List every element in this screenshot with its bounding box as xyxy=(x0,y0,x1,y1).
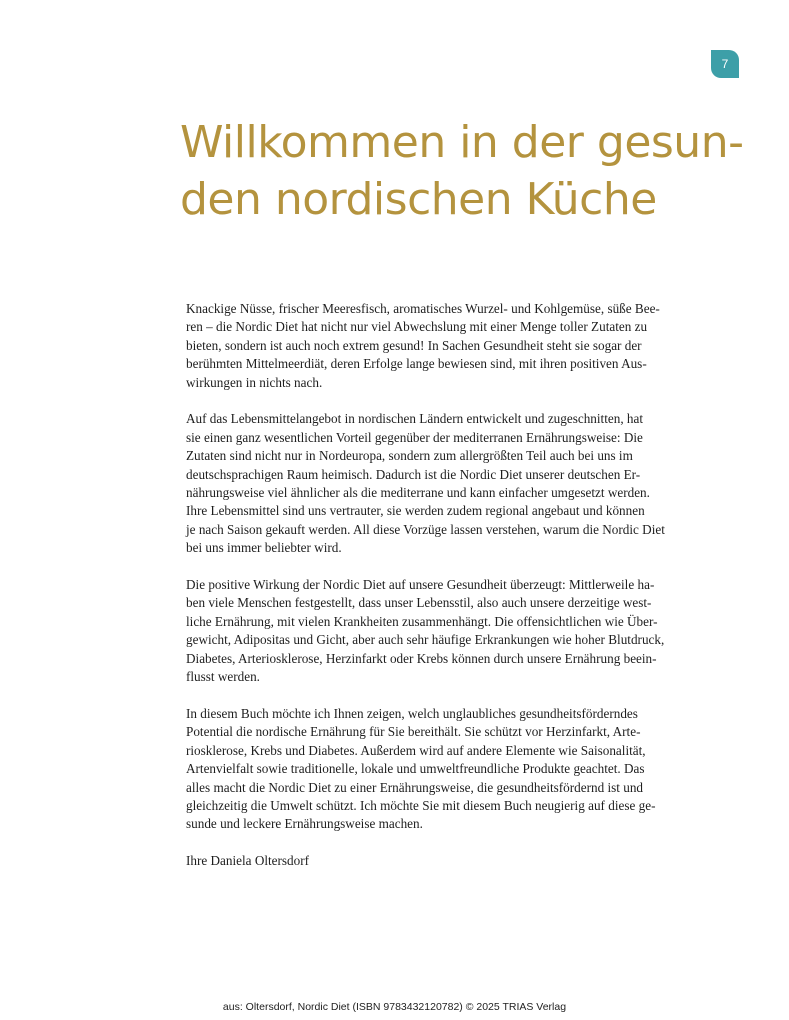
body-text xyxy=(186,300,706,889)
text-line: In diesem Buch möchte ich Ihnen zeigen, welch unglaubliches gesundheitsförderndes xyxy=(186,705,638,721)
text-line: Zutaten sind nicht nur in Nordeuropa, sondern zum allergrößten Teil auch bei uns im xyxy=(186,448,633,464)
paragraph-3 xyxy=(186,576,706,686)
signature: Ihre Daniela Oltersdorf xyxy=(186,853,310,869)
text-line: Diabetes, Arteriosklerose, Herzinfarkt oder Krebs können durch unsere Ernährung beein- xyxy=(186,650,657,666)
text-line: Knackige Nüsse, frischer Meeresfisch, aromatisches Wurzel- und Kohlgemüse, süße Bee- xyxy=(186,301,660,316)
text-line: Die positive Wirkung der Nordic Diet auf unsere Gesundheit überzeugt: Mittlerweile ha- xyxy=(186,577,655,593)
title-line: den nordischen Küche xyxy=(180,174,657,225)
text-line: Auf das Lebensmittelangebot in nordischen Ländern entwickelt und zugeschnitten, hat xyxy=(186,411,644,427)
text-line: Potential die nordische Ernährung für Sie bereithält. Sie schützt vor Herzinfarkt, Arte- xyxy=(186,724,641,740)
text-line: berühmten Mittelmeerdiät, deren Erfolge lange bewiesen sind, mit ihren positiven Aus- xyxy=(186,356,647,372)
text-line: gewicht, Adipositas und Gicht, aber auch sehr häufige Erkrankungen wie hoher Blutdruck, xyxy=(186,632,665,648)
text-line: riosklerose, Krebs und Diabetes. Außerdem wird auf andere Elemente wie Saisonalität, xyxy=(186,742,646,758)
title-line: Willkommen in der gesun- xyxy=(180,117,744,168)
page-number-badge: 7 xyxy=(711,50,739,78)
text-line: deutschsprachigen Raum heimisch. Dadurch ist die Nordic Diet unserer deutschen Er- xyxy=(186,466,641,482)
text-line: Ihre Lebensmittel sind uns vertrauter, sie werden zudem regional angebaut und können xyxy=(186,503,645,519)
text-line: gleichzeitig die Umwelt schützt. Ich möchte Sie mit diesem Buch neugierig auf diese ge- xyxy=(186,797,656,813)
text-line: bieten, sondern ist auch noch extrem gesund! In Sachen Gesundheit steht sie sogar der xyxy=(186,337,642,353)
source-footer: aus: Oltersdorf, Nordic Diet (ISBN 9783432120782) © 2025 TRIAS Verlag xyxy=(222,1001,567,1013)
text-line: sie einen ganz wesentlichen Vorteil gegenüber der mediterranen Ernährungsweise: Die xyxy=(186,429,643,445)
paragraph-2 xyxy=(186,410,706,557)
page-title xyxy=(180,114,744,228)
text-line: wirkungen in nichts nach. xyxy=(186,374,323,390)
text-line: liche Ernährung, mit vielen Krankheiten zusammenhängt. Die offensichtlichen wie Über- xyxy=(186,613,658,629)
text-line: Artenvielfalt sowie traditionelle, lokale und umweltfreundliche Produkte geachtet. Das xyxy=(186,761,645,777)
paragraph-1 xyxy=(186,300,706,392)
text-line: bei uns immer beliebter wird. xyxy=(186,540,342,556)
text-line: alles macht die Nordic Diet zu einer Ernährungsweise, die gesundheitsfördernd ist und xyxy=(186,779,644,795)
paragraph-4 xyxy=(186,705,706,834)
text-line: ren – die Nordic Diet hat nicht nur viel Abwechslung mit einer Menge toller Zutaten zu xyxy=(186,319,648,335)
text-line: nährungsweise viel ähnlicher als die mediterrane und kann einfacher umgesetzt werden. xyxy=(186,485,650,501)
text-line: flusst werden. xyxy=(186,669,260,685)
text-line: sunde und leckere Ernährungsweise machen. xyxy=(186,816,423,832)
text-line: je nach Saison gekauft werden. All diese Vorzüge lassen verstehen, warum die Nordic Diet xyxy=(186,521,665,537)
text-line: ben viele Menschen festgestellt, dass unser Lebensstil, also auch unsere derzeitige west- xyxy=(186,595,652,611)
